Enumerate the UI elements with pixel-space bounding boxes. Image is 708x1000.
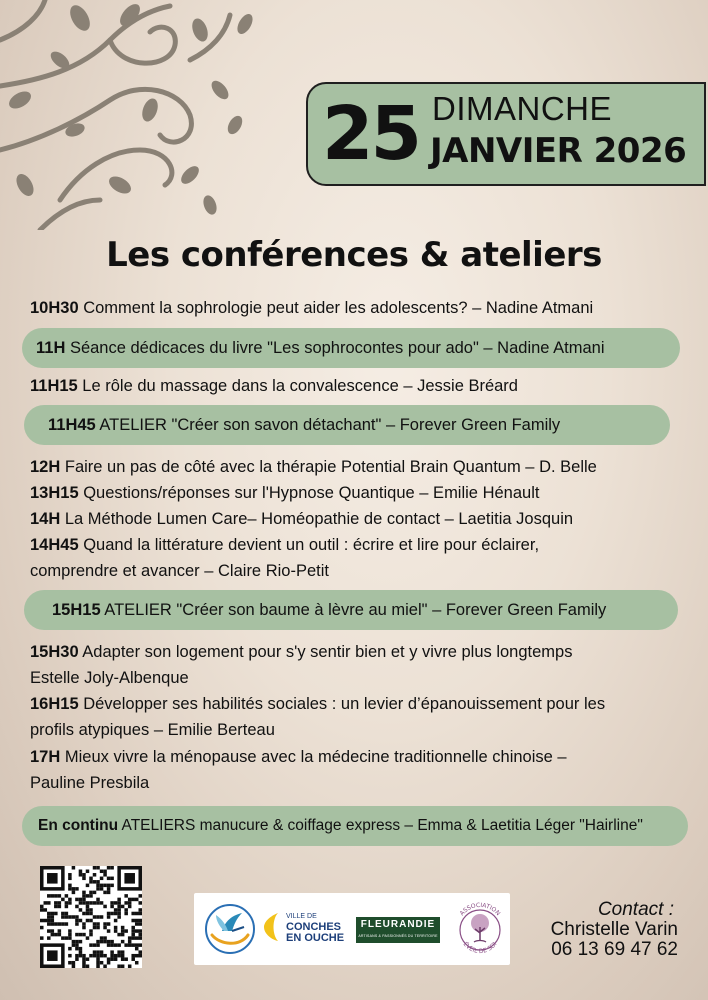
program-time: 17H [30, 748, 61, 766]
date-weekday: DIMANCHE [432, 90, 613, 127]
tree-logo-icon [450, 897, 510, 961]
program-text: Adapter son logement pour s'y sentir bien et y vivre plus longtemps [78, 643, 573, 661]
program-text-continuation: Estelle Joly-Albenque [30, 669, 189, 687]
program-time: 12H [30, 458, 61, 476]
program-time: 11H45 [48, 416, 96, 434]
program-item-highlight [24, 590, 678, 630]
program-text-continuation: Pauline Presbila [30, 774, 150, 792]
program-time: 14H45 [30, 536, 79, 554]
program-item [30, 454, 690, 480]
date-day: 25 [322, 91, 419, 177]
vine-ornament-icon [0, 0, 280, 230]
program-item [30, 295, 690, 321]
sun-logo-icon [264, 913, 282, 941]
program-time: 14H [30, 510, 61, 528]
conches-logo [264, 909, 348, 949]
conches-name-line2: EN OUCHE [286, 932, 345, 944]
program-text: Séance dédicaces du livre "Les sophrocontes pour ado" – Nadine Atmani [65, 339, 605, 357]
page-title: Les conférences & ateliers [106, 235, 602, 275]
fleurandie-tagline: ARTISANS & PASSIONNÉS DU TERRITOIRE [358, 934, 438, 938]
partner-logos [194, 893, 510, 965]
qr-code-icon[interactable] [40, 866, 142, 968]
hummingbird-logo-icon [202, 901, 258, 957]
program-text: Le rôle du massage dans la convalescence – Jessie Bréard [77, 377, 518, 395]
fleurandie-name: FLEURANDIE [360, 919, 436, 930]
program-text: ATELIER "Créer son baume à lèvre au miel" – Forever Green Family [100, 601, 607, 619]
program-time: 10H30 [30, 299, 79, 317]
contact-phone[interactable]: 06 13 69 47 62 [551, 939, 678, 960]
program-time: 15H30 [30, 643, 79, 661]
program-item [30, 639, 690, 691]
program-time: 15H15 [52, 601, 101, 619]
program-item [30, 532, 690, 584]
program-text: Comment la sophrologie peut aider les adolescents? – Nadine Atmani [78, 299, 594, 317]
program-item [30, 744, 690, 796]
program-text: Questions/réponses sur l'Hypnose Quantique – Emilie Hénault [78, 484, 540, 502]
program-text: La Méthode Lumen Care– Homéopathie de contact – Laetitia Josquin [60, 510, 574, 528]
date-banner [306, 82, 706, 186]
program-item-highlight [22, 328, 680, 368]
program-time: 11H [36, 339, 66, 357]
program-item [30, 506, 690, 532]
program-time: 13H15 [30, 484, 79, 502]
program-text-continuation: comprendre et avancer – Claire Rio-Petit [30, 562, 329, 580]
program-item-highlight [22, 806, 688, 846]
program-text-continuation: profils atypiques – Emilie Berteau [30, 721, 275, 739]
date-month-year: JANVIER 2026 [430, 131, 687, 171]
program-item-highlight [24, 405, 670, 445]
program-text: Quand la littérature devient un outil : écrire et lire pour éclairer, [78, 536, 540, 554]
contact-label: Contact : [597, 899, 674, 920]
assoc-bottom-text: ÉVEIL DE SOI [461, 940, 499, 956]
program-text: Développer ses habilités sociales : un levier d’épanouissement pour les [78, 695, 606, 713]
program-item [30, 691, 690, 743]
program-text: Mieux vivre la ménopause avec la médecine traditionnelle chinoise – [60, 748, 567, 766]
program-time: En continu [38, 817, 119, 834]
program-text: ATELIERS manucure & coiffage express – Emma & Laetitia Léger "Hairline" [118, 817, 643, 834]
conches-name-line1: CONCHES [286, 921, 342, 933]
program-text: Faire un pas de côté avec la thérapie Potential Brain Quantum – D. Belle [60, 458, 597, 476]
program-time: 11H15 [30, 377, 78, 395]
program-item [30, 480, 690, 506]
conches-small-text: VILLE DE [286, 913, 317, 920]
program-item [30, 373, 690, 399]
fleurandie-logo [356, 917, 440, 943]
program-text: ATELIER "Créer son savon détachant" – Forever Green Family [95, 416, 561, 434]
assoc-top-text: ASSOCIATION [458, 901, 502, 918]
contact-name: Christelle Varin [550, 919, 678, 940]
program-time: 16H15 [30, 695, 79, 713]
